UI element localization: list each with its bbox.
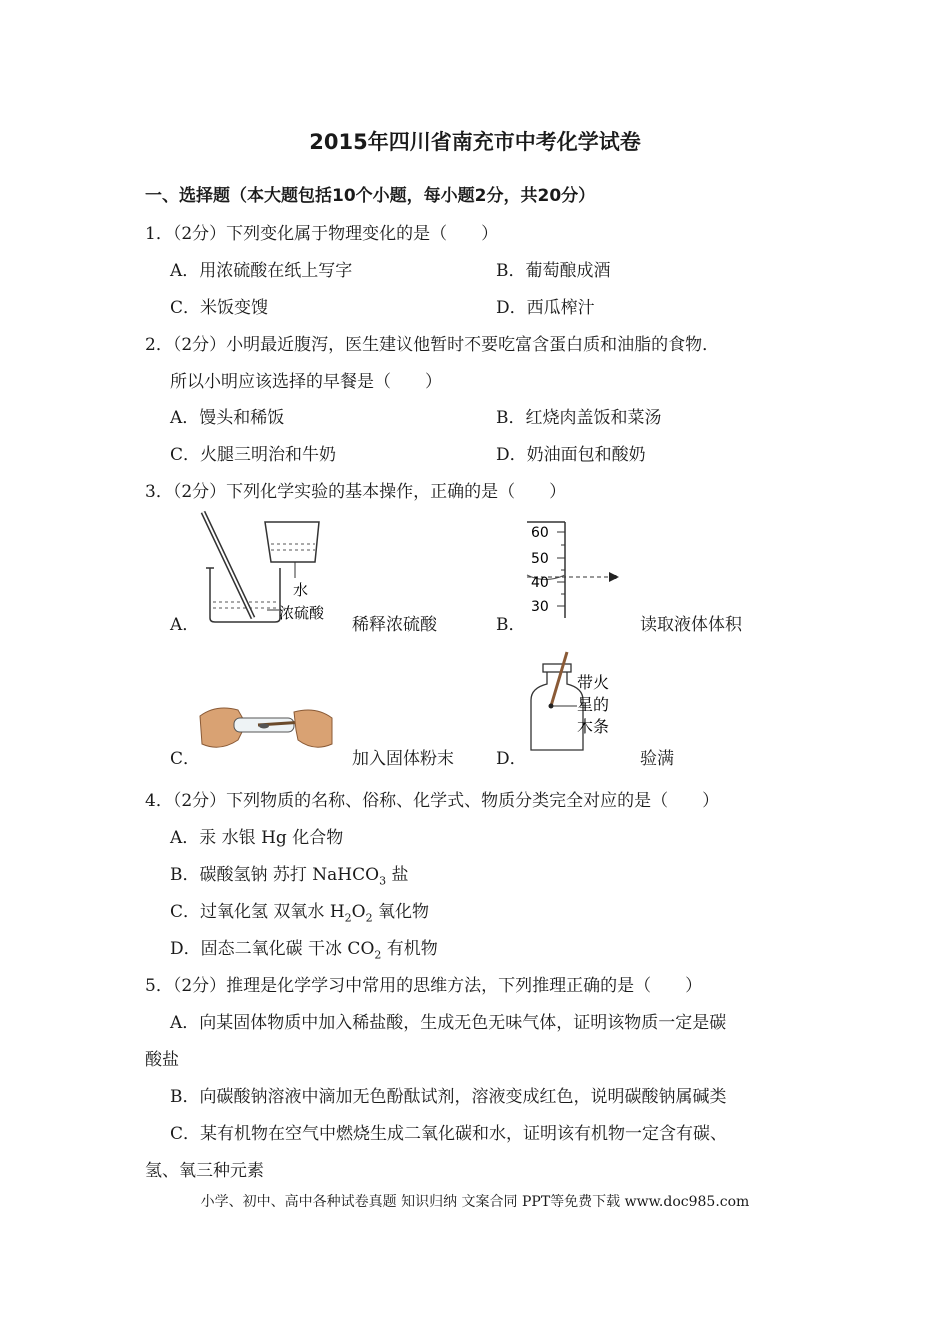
question-2-option-d: D．奶油面包和酸奶	[496, 445, 646, 465]
question-5-option-c-line-2: 氢、氧三种元素	[145, 1161, 264, 1181]
question-5-option-a-line-2: 酸盐	[145, 1050, 179, 1070]
question-2-stem-line-2: 所以小明应该选择的早餐是（ ）	[170, 372, 442, 392]
tick-label-30: 30	[531, 599, 549, 615]
section-heading: 一、选择题（本大题包括10个小题，每小题2分，共20分）	[145, 186, 596, 206]
question-5-stem: 5．（2分）推理是化学学习中常用的思维方法，下列推理正确的是（ ）	[145, 976, 703, 996]
question-3-option-b-letter: B．	[496, 615, 526, 635]
page-footer: 小学、初中、高中各种试卷真题 知识归纳 文案合同 PPT等免费下载 www.doc985.com	[200, 1194, 750, 1210]
gas-bottle-figure	[525, 650, 625, 754]
question-3-option-d-label: 验满	[640, 749, 674, 769]
question-2-option-a: A．馒头和稀饭	[170, 408, 285, 428]
splint-label-line-1: 带火	[577, 673, 610, 692]
question-1-option-d: D．西瓜榨汁	[496, 298, 595, 318]
adding-powder-figure	[198, 700, 336, 756]
graduated-cylinder-figure	[525, 520, 630, 620]
question-1-option-b: B．葡萄酿成酒	[496, 261, 611, 281]
question-3-option-d-letter: D．	[496, 749, 527, 769]
question-3-option-c-letter: C．	[170, 749, 201, 769]
question-5-option-a-line-1: A．向某固体物质中加入稀盐酸，生成无色无味气体，证明该物质一定是碳	[170, 1013, 727, 1033]
splint-label-line-2: 星的	[577, 695, 610, 714]
question-1-option-a: A．用浓硫酸在纸上写字	[170, 261, 353, 281]
conc-acid-label: 浓硫酸	[279, 604, 325, 622]
tick-label-60: 60	[531, 525, 549, 541]
question-4-option-c: C．过氧化氢 双氧水 $H_2O_2$ 氧化物	[170, 902, 429, 925]
question-3-option-b-label: 读取液体体积	[640, 615, 742, 635]
question-3-option-c-label: 加入固体粉末	[352, 749, 454, 769]
question-4-stem: 4．（2分）下列物质的名称、俗称、化学式、物质分类完全对应的是（ ）	[145, 791, 720, 811]
question-3-stem: 3．（2分）下列化学实验的基本操作，正确的是（ ）	[145, 482, 567, 502]
splint-label-line-3: 木条	[577, 717, 610, 736]
dilute-acid-figure	[195, 510, 345, 628]
question-3-option-a-letter: A．	[170, 615, 200, 635]
tick-label-50: 50	[531, 551, 549, 567]
question-3-option-a-label: 稀释浓硫酸	[352, 615, 437, 635]
question-5-option-b: B．向碳酸钠溶液中滴加无色酚酞试剂，溶液变成红色，说明碳酸钠属碱类	[170, 1087, 727, 1107]
tick-label-40: 40	[531, 575, 549, 591]
question-2-stem-line-1: 2．（2分）小明最近腹泻，医生建议他暂时不要吃富含蛋白质和油脂的食物．	[145, 335, 720, 355]
page-title: 2015年四川省南充市中考化学试卷	[309, 130, 641, 154]
question-2-option-b: B．红烧肉盖饭和菜汤	[496, 408, 662, 428]
question-4-option-a: A．汞 水银 Hg 化合物	[170, 828, 344, 848]
water-label: 水	[293, 581, 309, 599]
question-1-stem: 1．（2分）下列变化属于物理变化的是（ ）	[145, 224, 499, 244]
question-2-option-c: C．火腿三明治和牛奶	[170, 445, 337, 465]
question-5-option-c-line-1: C．某有机物在空气中燃烧生成二氧化碳和水，证明该有机物一定含有碳、	[170, 1124, 728, 1144]
question-4-option-b: B．碳酸氢钠 苏打 NaHCO$_3$ 盐	[170, 865, 409, 888]
question-4-option-d: D．固态二氧化碳 干冰 $CO_2$ 有机物	[170, 939, 438, 962]
question-1-option-c: C．米饭变馊	[170, 298, 269, 318]
